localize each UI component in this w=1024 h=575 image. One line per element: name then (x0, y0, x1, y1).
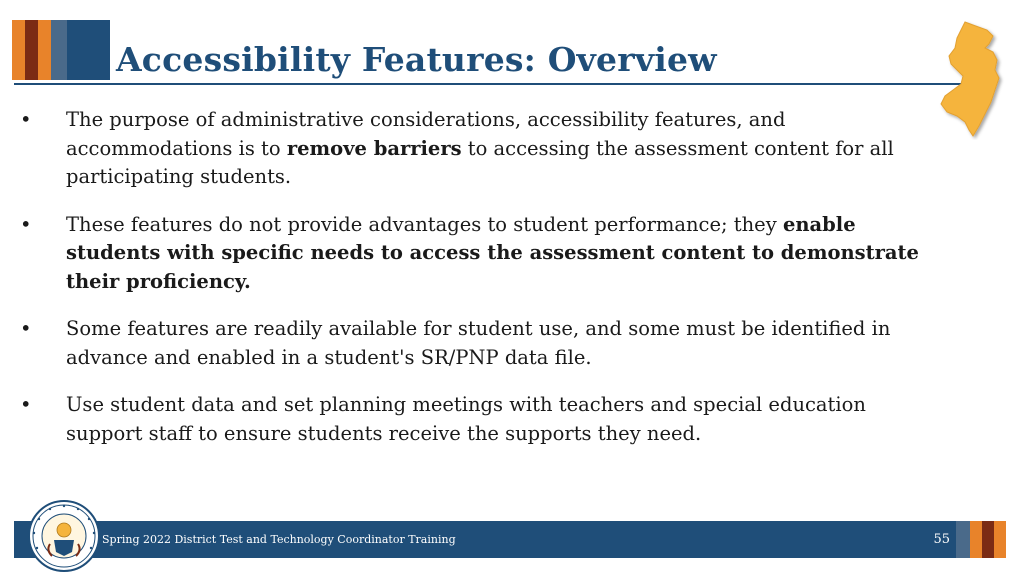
title-divider (14, 83, 962, 85)
bullet-item (18, 106, 928, 192)
bullet-item (18, 391, 928, 448)
footer-bar (14, 521, 958, 558)
bullet-text: These features do not provide advantages to student performance; they enable students with specific needs to access the assessment content to demonstrate their proficiency. (66, 212, 919, 293)
bullet-item (18, 211, 928, 297)
bullet-marker: • (20, 212, 32, 236)
bullet-marker: • (20, 393, 32, 416)
title-accent-stripes (12, 20, 110, 80)
bullet-list (18, 106, 928, 467)
new-jersey-state-map-icon (935, 18, 1005, 140)
page-number: 55 (933, 532, 950, 547)
bullet-marker: • (20, 317, 32, 340)
footer-accent-stripes (956, 521, 1006, 558)
slide-title: Accessibility Features: Overview (116, 40, 717, 79)
bullet-text: The purpose of administrative considerations, accessibility features, and accommodations is to remove barriers to accessing the assessment content for all participating students. (66, 108, 894, 188)
bullet-marker: • (20, 108, 32, 131)
bullet-item (18, 315, 928, 372)
bullet-text: Some features are readily available for student use, and some must be identified in advance and enabled in a student's SR/PNP data file. (66, 317, 891, 369)
footer-caption: Spring 2022 District Test and Technology Coordinator Training (102, 533, 456, 546)
nj-department-of-education-seal-icon (28, 500, 100, 572)
bullet-text: Use student data and set planning meetings with teachers and special education support staff to ensure students receive the supports they need. (66, 393, 866, 445)
